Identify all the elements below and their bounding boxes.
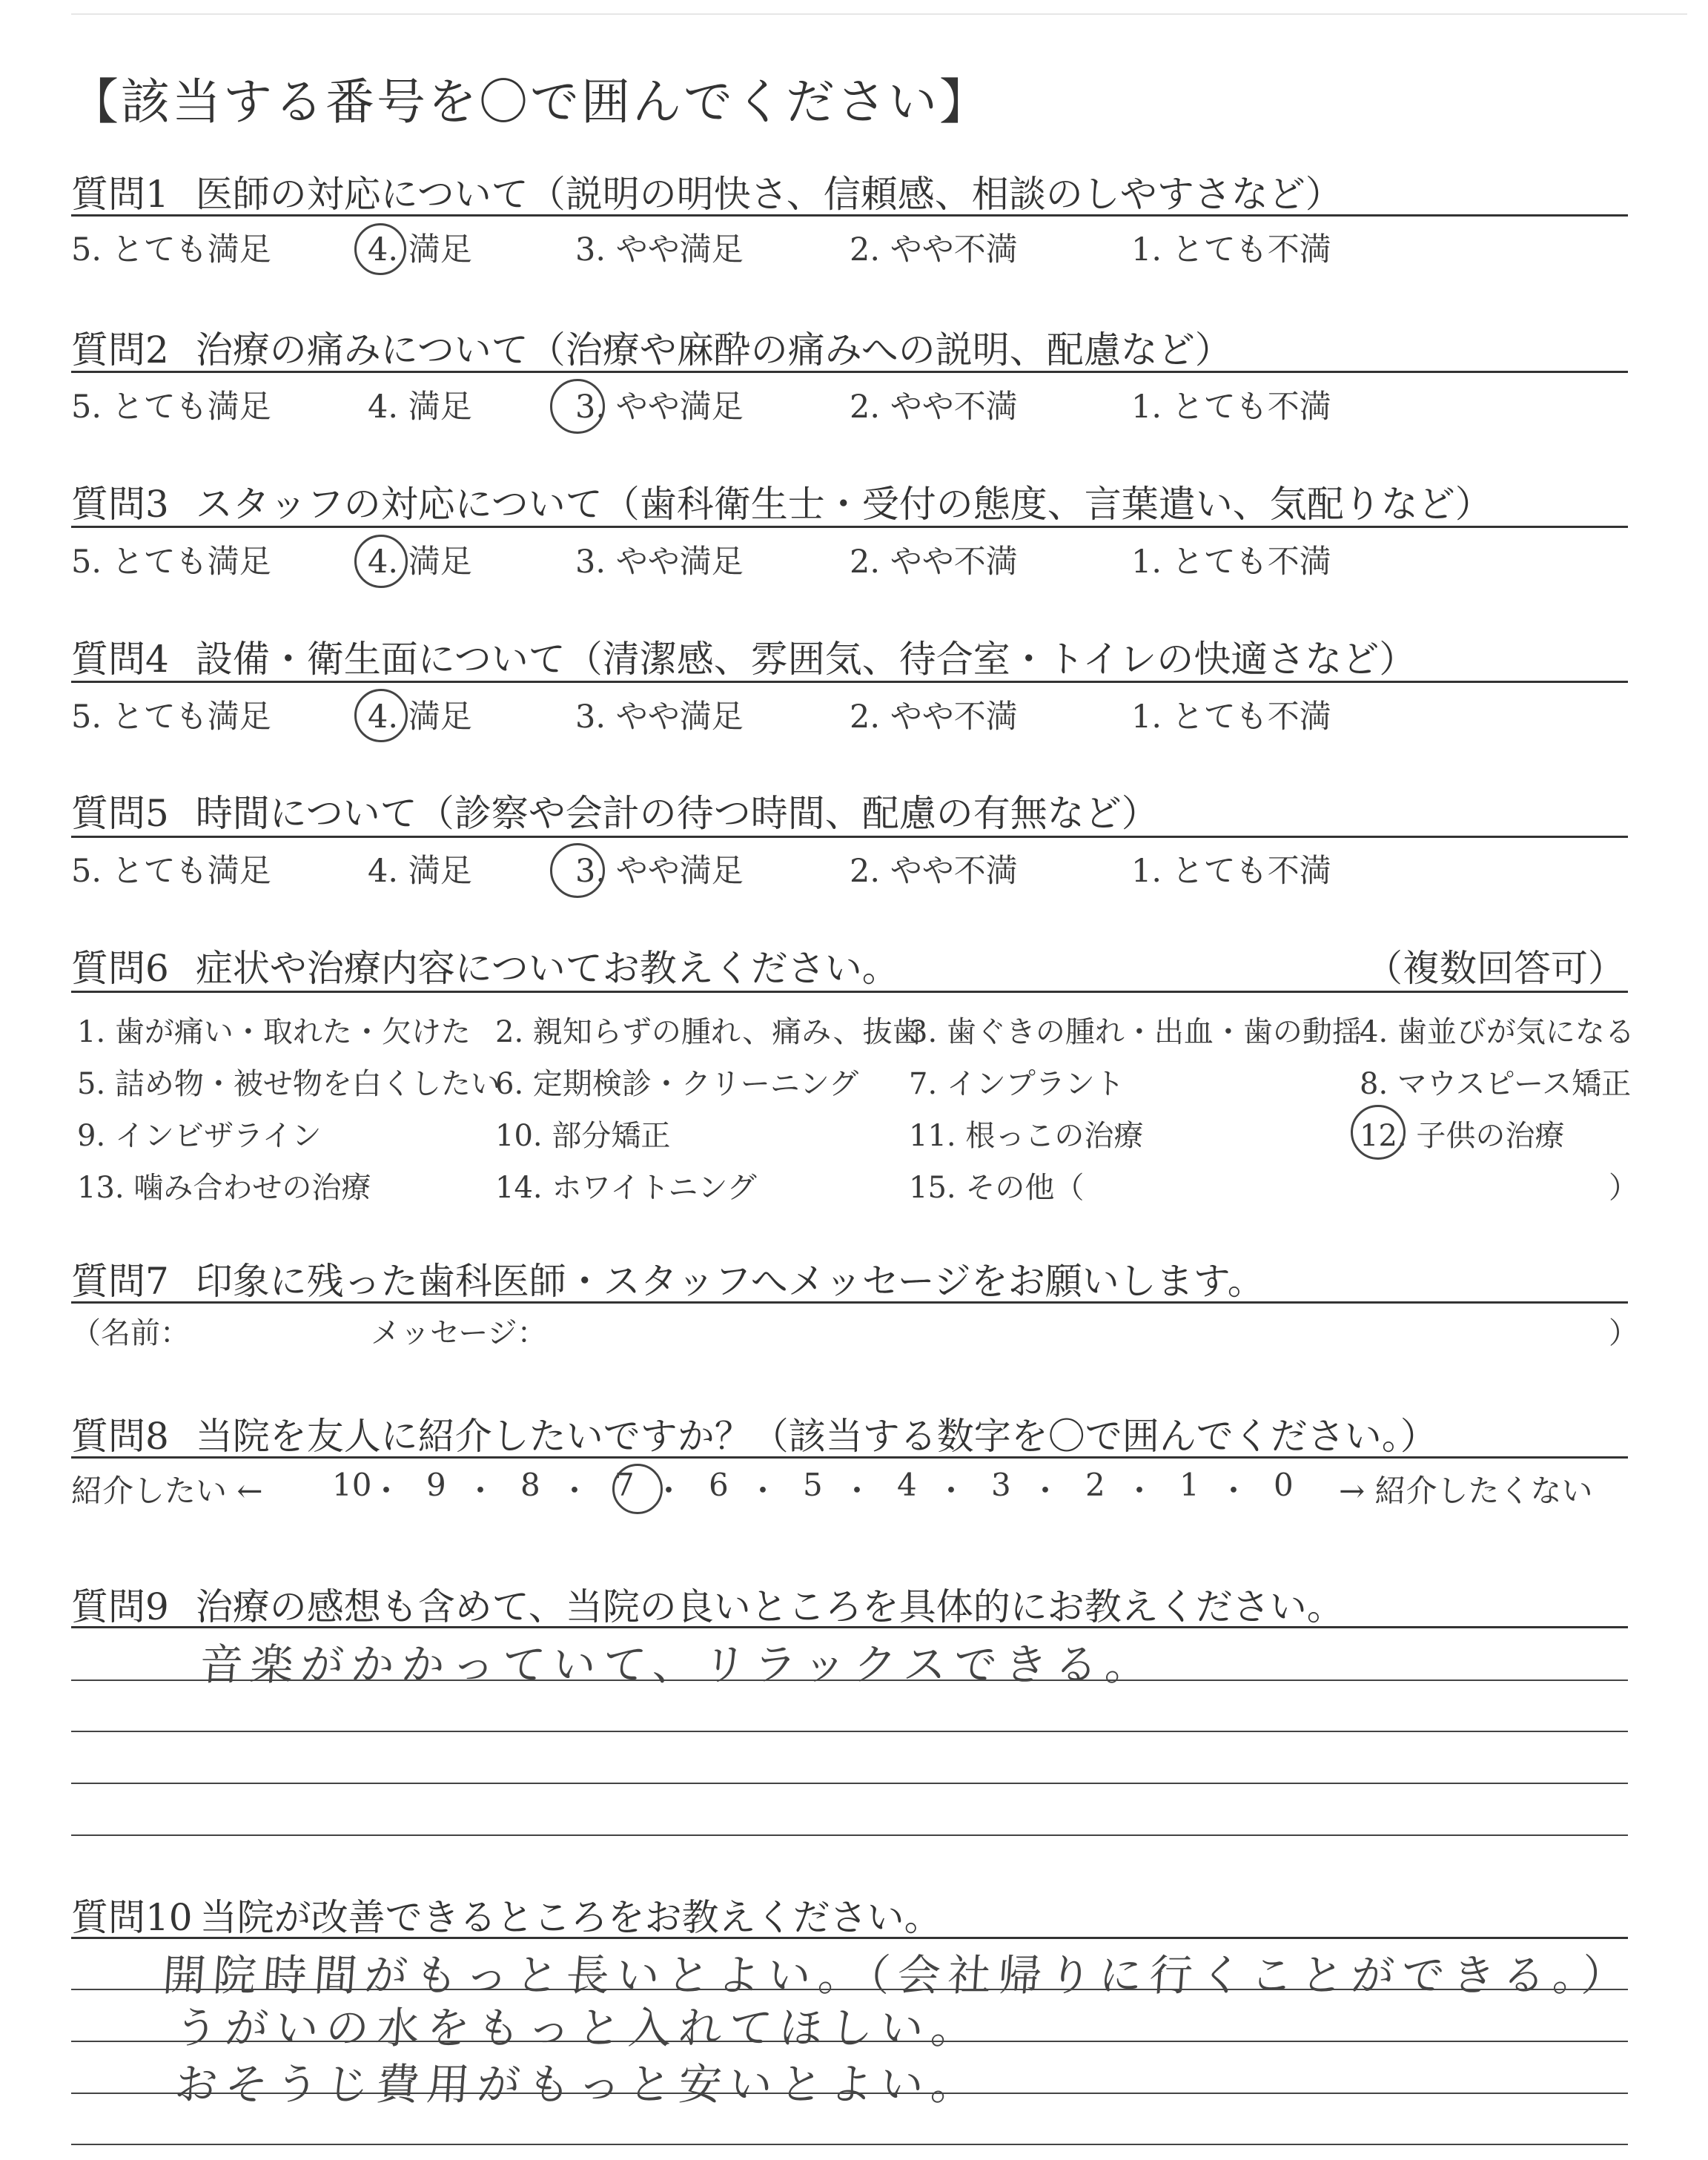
q1-option-2[interactable]: 2. やや不満 <box>850 231 1018 268</box>
q6-item[interactable]: 5. 詰め物・被せ物を白くしたい <box>77 1067 500 1101</box>
q3-option-4[interactable]: 4. 満足 <box>368 544 472 581</box>
q1-option-4[interactable]: 4. 満足 <box>368 231 472 268</box>
answer-line <box>71 2041 1628 2042</box>
q5-option-1[interactable]: 1. とても不満 <box>1131 853 1331 890</box>
q3-option-3[interactable]: 3. やや満足 <box>575 544 744 581</box>
question-text: 印象に残った歯科医師・スタッフへメッセージをお願いします。 <box>195 1260 1265 1303</box>
q8-scale-value-0[interactable]: 0 <box>1274 1467 1294 1503</box>
question-number: 質問8 <box>71 1415 169 1458</box>
answer-line <box>71 1680 1628 1681</box>
q8-scale-separator: ・ <box>559 1473 591 1509</box>
page-instruction: 【該当する番号を〇で囲んでください】 <box>70 73 990 131</box>
q10-handwritten-answer-3: おそうじ費用がもっと安いとよい。 <box>173 2059 984 2110</box>
q8-scale-separator: ・ <box>1218 1473 1250 1509</box>
question-7-divider <box>71 1301 1628 1304</box>
q6-item[interactable]: 9. インビザライン <box>77 1119 322 1153</box>
question-number: 質問5 <box>71 792 169 835</box>
q8-scale-separator: ・ <box>653 1473 685 1509</box>
question-8-divider <box>71 1456 1628 1459</box>
question-number: 質問4 <box>71 638 169 681</box>
q8-scale-separator: ・ <box>841 1473 873 1509</box>
answer-line <box>71 1783 1628 1784</box>
page-top-edge <box>71 13 1687 15</box>
question-text: 当院を友人に紹介したいですか？（該当する数字を〇で囲んでください。） <box>195 1415 1437 1458</box>
answer-line <box>71 2093 1628 2094</box>
q8-scale-value-3[interactable]: 3 <box>991 1467 1011 1503</box>
q3-option-2[interactable]: 2. やや不満 <box>850 544 1018 581</box>
q6-item[interactable]: 15. その他（ <box>909 1171 1085 1205</box>
q5-option-2[interactable]: 2. やや不満 <box>850 853 1018 890</box>
q6-other-close: ） <box>1609 1171 1638 1205</box>
q2-option-5[interactable]: 5. とても満足 <box>71 389 271 426</box>
q3-option-5[interactable]: 5. とても満足 <box>71 544 271 581</box>
question-1-title <box>71 165 1343 218</box>
q6-item[interactable]: 10. 部分矯正 <box>495 1119 671 1153</box>
question-6-divider <box>71 991 1628 993</box>
question-9-title <box>71 1577 1344 1631</box>
q8-scale-separator: ・ <box>747 1473 779 1509</box>
q8-scale-value-10[interactable]: 10 <box>332 1467 372 1503</box>
question-number: 質問2 <box>71 328 169 371</box>
question-text: 症状や治療内容についてお教えください。 <box>195 947 899 990</box>
question-text: 設備・衛生面について（清潔感、雰囲気、待合室・トイレの快適さなど） <box>195 638 1417 681</box>
q8-scale-value-9[interactable]: 9 <box>426 1467 446 1503</box>
q8-scale-separator: ・ <box>1124 1473 1156 1509</box>
question-2-divider <box>71 371 1628 373</box>
question-text: 治療の痛みについて（治療や麻酔の痛みへの説明、配慮など） <box>195 328 1232 371</box>
q8-scale-separator: ・ <box>465 1473 497 1509</box>
q8-scale-value-5[interactable]: 5 <box>803 1467 823 1503</box>
q8-scale-separator: ・ <box>371 1473 403 1509</box>
question-number: 質問9 <box>71 1585 169 1628</box>
question-4-divider <box>71 681 1628 683</box>
q10-handwritten-answer-2: うがいの水をもっと入れてほしい。 <box>173 2003 984 2053</box>
q7-close-paren: ） <box>1609 1316 1638 1350</box>
q4-option-3[interactable]: 3. やや満足 <box>575 698 744 736</box>
q2-option-1[interactable]: 1. とても不満 <box>1131 389 1331 426</box>
q8-scale-separator: ・ <box>1030 1473 1062 1509</box>
question-1-divider <box>71 214 1628 217</box>
q6-item[interactable]: 2. 親知らずの腫れ、痛み、抜歯 <box>495 1015 922 1049</box>
q6-item[interactable]: 6. 定期検診・クリーニング <box>495 1067 859 1101</box>
q8-scale-value-8[interactable]: 8 <box>520 1467 540 1503</box>
question-number: 質問1 <box>71 173 169 216</box>
question-7-title <box>71 1252 1265 1305</box>
q8-selection-circle <box>612 1464 663 1514</box>
question-3-divider <box>71 526 1628 528</box>
question-8-title <box>71 1407 1437 1460</box>
q5-option-4[interactable]: 4. 満足 <box>368 853 472 890</box>
q6-item[interactable]: 11. 根っこの治療 <box>909 1119 1144 1153</box>
answer-line <box>71 1989 1628 1990</box>
q5-option-3[interactable]: 3. やや満足 <box>575 853 744 890</box>
question-6-title <box>71 939 899 992</box>
question-2-title <box>71 320 1232 374</box>
q6-item[interactable]: 14. ホワイトニング <box>495 1171 757 1205</box>
q8-scale-separator: ・ <box>936 1473 967 1509</box>
q8-scale-value-4[interactable]: 4 <box>897 1467 917 1503</box>
q2-option-4[interactable]: 4. 満足 <box>368 389 472 426</box>
question-text: 時間について（診察や会計の待つ時間、配慮の有無など） <box>195 792 1159 835</box>
q6-item[interactable]: 7. インプラント <box>909 1067 1125 1101</box>
q10-handwritten-answer-1: 開院時間がもっと長いとよい。（会社帰りに行くことができる。） <box>161 1950 1635 2001</box>
question-5-divider <box>71 836 1628 838</box>
q4-option-1[interactable]: 1. とても不満 <box>1131 698 1331 736</box>
question-number: 質問6 <box>71 947 169 990</box>
q6-selection-circle <box>1351 1105 1406 1160</box>
q1-option-3[interactable]: 3. やや満足 <box>575 231 744 268</box>
question-4-title <box>71 630 1416 683</box>
q8-scale-value-1[interactable]: 1 <box>1179 1467 1199 1503</box>
q6-item[interactable]: 8. マウスピース矯正 <box>1360 1067 1632 1101</box>
answer-line <box>71 1731 1628 1732</box>
q7-message-label: メッセージ： <box>371 1316 547 1350</box>
question-text: 医師の対応について（説明の明快さ、信頼感、相談のしやすさなど） <box>195 173 1343 216</box>
q6-item[interactable]: 3. 歯ぐきの腫れ・出血・歯の動揺 <box>909 1015 1362 1049</box>
q6-item-selected[interactable]: 12. 子供の治療 <box>1360 1119 1565 1153</box>
question-number: 質問7 <box>71 1260 169 1303</box>
q7-name-label: （名前： <box>71 1316 190 1350</box>
q3-option-1[interactable]: 1. とても不満 <box>1131 544 1331 581</box>
question-text: 治療の感想も含めて、当院の良いところを具体的にお教えください。 <box>195 1585 1344 1628</box>
q8-scale-value-6[interactable]: 6 <box>709 1467 729 1503</box>
question-number: 質問3 <box>71 483 169 526</box>
answer-line <box>71 2144 1628 2145</box>
q4-option-5[interactable]: 5. とても満足 <box>71 698 271 736</box>
q8-scale-value-7[interactable]: 7 <box>615 1467 635 1503</box>
q6-item[interactable]: 4. 歯並びが気になる <box>1360 1015 1635 1049</box>
q2-option-2[interactable]: 2. やや不満 <box>850 389 1018 426</box>
question-6-note: （複数回答可） <box>1366 947 1625 990</box>
q1-selection-circle <box>354 223 406 275</box>
q4-option-2[interactable]: 2. やや不満 <box>850 698 1018 736</box>
q5-option-5[interactable]: 5. とても満足 <box>71 853 271 890</box>
question-5-title <box>71 784 1159 837</box>
q6-item[interactable]: 13. 噛み合わせの治療 <box>77 1171 371 1205</box>
q3-selection-circle <box>354 535 408 588</box>
answer-line <box>71 1834 1628 1836</box>
q8-scale-value-2[interactable]: 2 <box>1085 1467 1105 1503</box>
q9-handwritten-answer: 音楽がかかっていて、リラックスできる。 <box>198 1639 1158 1690</box>
question-3-title <box>71 475 1492 528</box>
q5-selection-circle <box>550 843 605 898</box>
question-text: 当院が改善できるところをお教えください。 <box>199 1896 941 1939</box>
q6-item[interactable]: 1. 歯が痛い・取れた・欠けた <box>77 1015 471 1049</box>
q1-option-1[interactable]: 1. とても不満 <box>1131 231 1331 268</box>
q4-option-4[interactable]: 4. 満足 <box>368 698 472 736</box>
question-10-divider <box>71 1937 1628 1939</box>
question-10-title <box>71 1888 941 1941</box>
q8-right-label: → 紹介したくない <box>1339 1473 1593 1509</box>
q2-option-3[interactable]: 3. やや満足 <box>575 389 744 426</box>
question-number: 質問10 <box>71 1896 193 1939</box>
q4-selection-circle <box>354 689 408 742</box>
q8-left-label: 紹介したい ← <box>71 1473 263 1509</box>
question-text: スタッフの対応について（歯科衛生士・受付の態度、言葉遣い、気配りなど） <box>195 483 1492 526</box>
q1-option-5[interactable]: 5. とても満足 <box>71 231 271 268</box>
q2-selection-circle <box>550 379 605 434</box>
question-9-divider <box>71 1626 1628 1628</box>
